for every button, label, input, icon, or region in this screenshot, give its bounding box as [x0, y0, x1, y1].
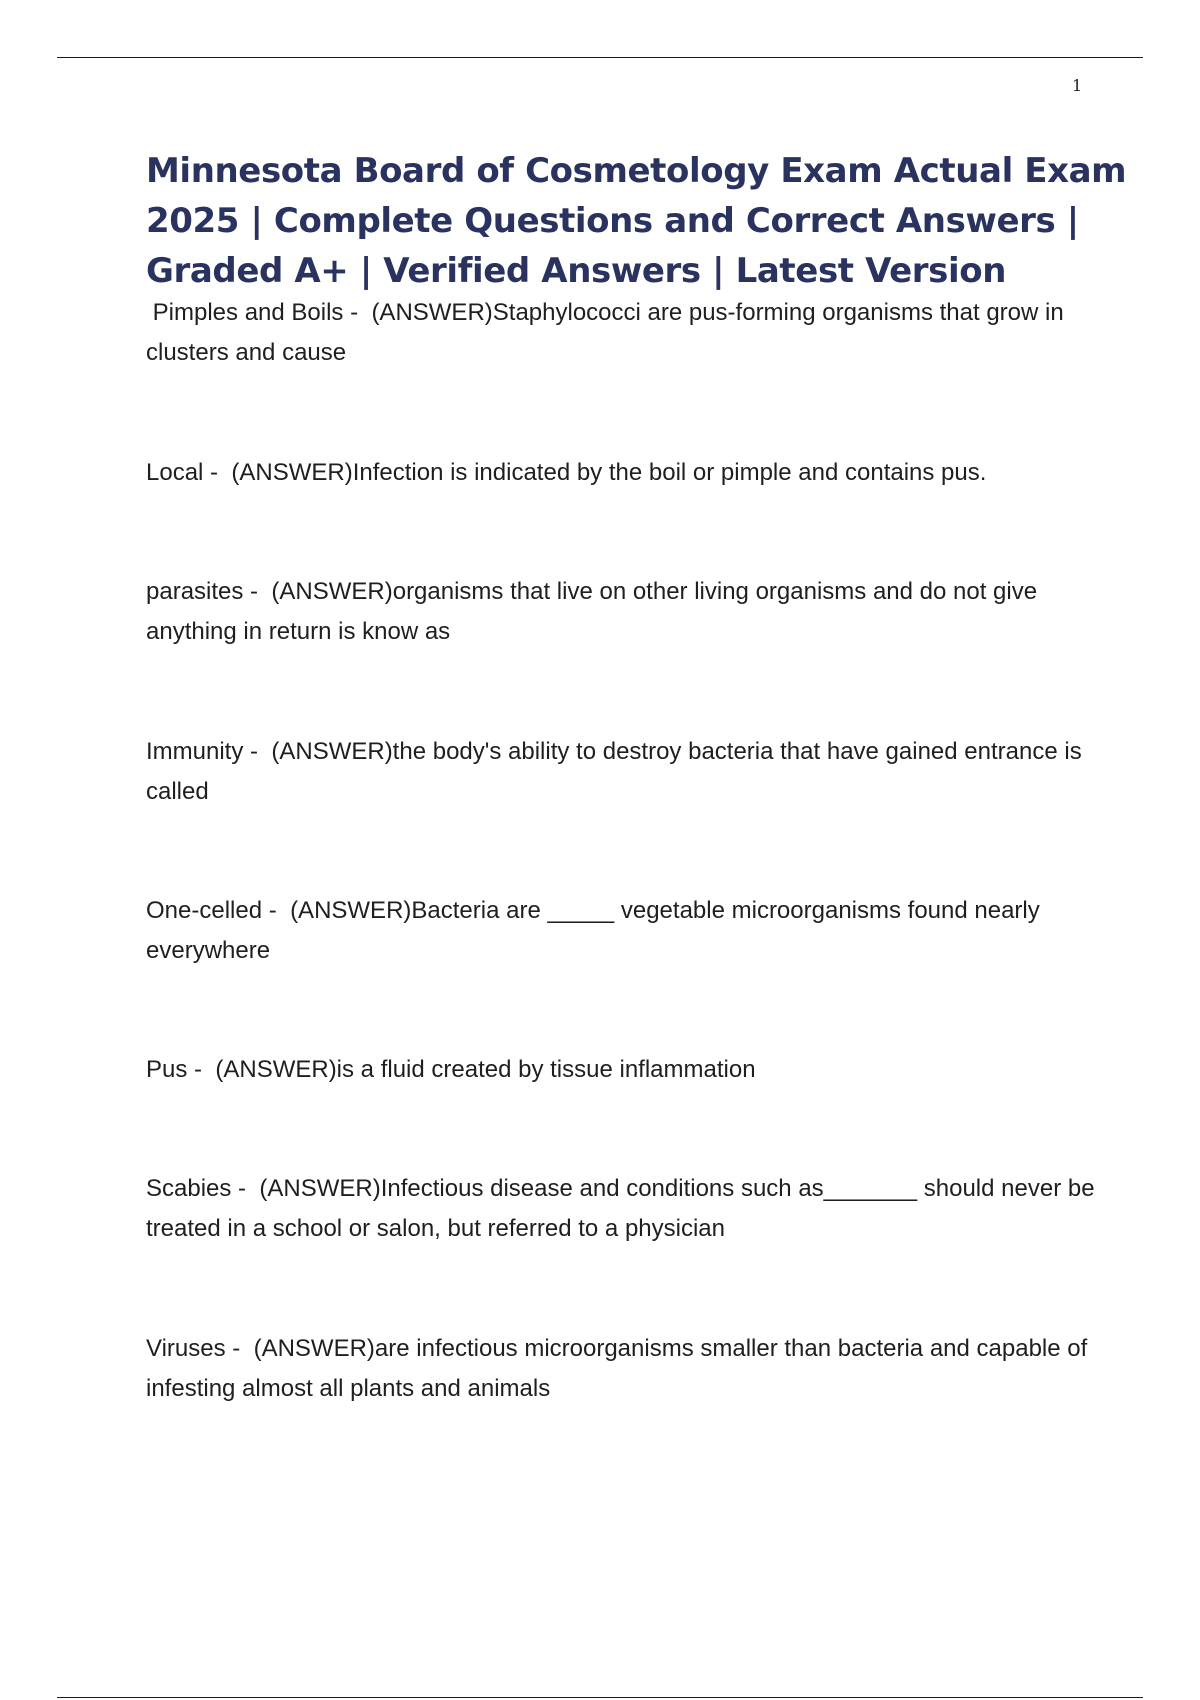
qa-entry: [146, 1329, 1106, 1409]
qa-entry: [146, 293, 1106, 373]
qa-term: One-celled: [146, 897, 263, 924]
qa-answer: (ANSWER)is a fluid created by tissue inflammation: [215, 1056, 756, 1083]
qa-term: parasites: [146, 578, 244, 605]
qa-separator: -: [203, 459, 232, 486]
qa-answer: (ANSWER)Staphylococci are pus-forming organisms that grow in clusters and cause: [146, 299, 1071, 366]
qa-answer: (ANSWER)are infectious microorganisms smaller than bacteria and capable of infesting almost all plants and animals: [146, 1335, 1094, 1402]
footer-rule: [57, 1697, 1143, 1698]
document-title: Minnesota Board of Cosmetology Exam Actual Exam 2025 | Complete Questions and Correct Answers | Graded A+ | Verified Answers | Latest Version: [146, 151, 1127, 291]
qa-separator: -: [231, 1175, 260, 1202]
qa-term: Scabies: [146, 1175, 232, 1202]
qa-entry: [146, 453, 1106, 493]
qa-answer: (ANSWER)organisms that live on other living organisms and do not give anything in return is know as: [146, 578, 1044, 645]
qa-entry: [146, 1169, 1106, 1249]
qa-term: Local: [146, 459, 204, 486]
qa-answer: (ANSWER)Infection is indicated by the boil or pimple and contains pus.: [231, 459, 987, 486]
qa-separator: -: [343, 299, 372, 326]
qa-separator: -: [225, 1335, 254, 1362]
qa-entry: [146, 891, 1106, 971]
qa-answer: (ANSWER)the body's ability to destroy bacteria that have gained entrance is called: [146, 738, 1089, 805]
qa-separator: -: [262, 897, 291, 924]
qa-separator: -: [243, 578, 272, 605]
qa-term: Pus: [146, 1056, 188, 1083]
qa-entry: [146, 732, 1106, 812]
qa-answer: (ANSWER)Bacteria are _____ vegetable microorganisms found nearly everywhere: [146, 897, 1047, 964]
qa-term: Viruses: [146, 1335, 226, 1362]
page-number: 1: [1072, 76, 1083, 95]
qa-term: Immunity: [146, 738, 244, 765]
qa-term: Pimples and Boils: [146, 299, 344, 326]
header-rule: [57, 57, 1143, 58]
qa-entry: [146, 1050, 1106, 1090]
qa-separator: -: [243, 738, 272, 765]
qa-separator: -: [187, 1056, 216, 1083]
qa-entry: [146, 572, 1106, 652]
qa-answer: (ANSWER)Infectious disease and conditions such as_______ should never be treated in a school or salon, but referred to a physician: [146, 1175, 1102, 1242]
